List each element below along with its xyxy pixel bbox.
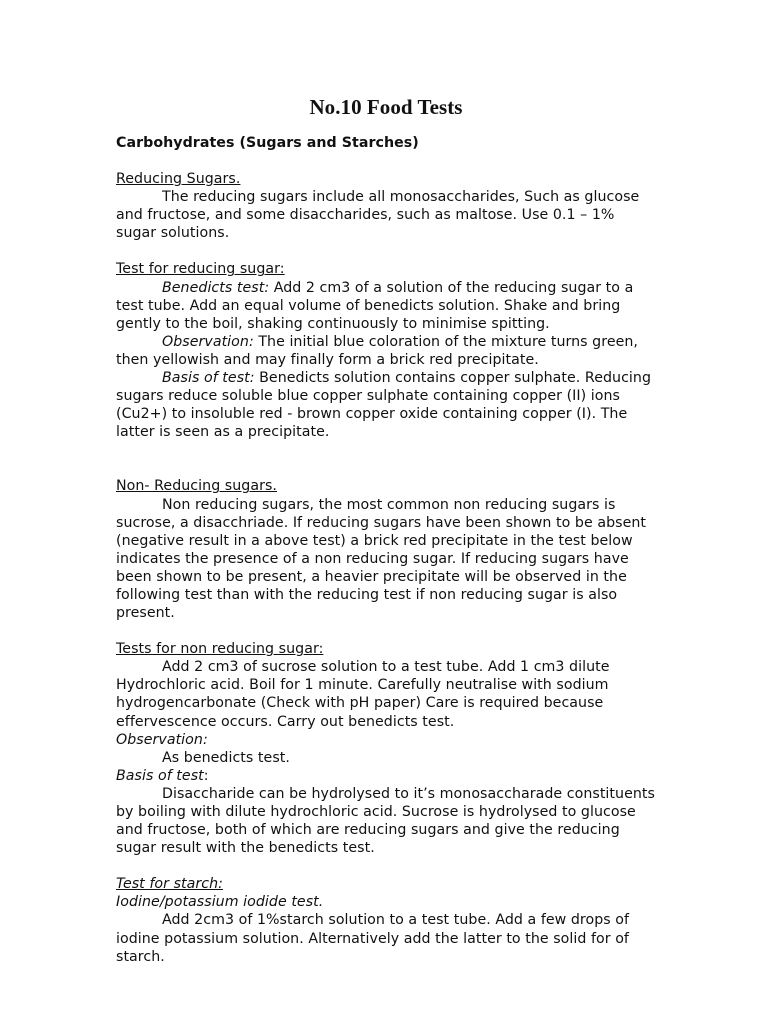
non-reducing-observation-text: As benedicts test.: [162, 749, 290, 766]
benedicts-test-paragraph: [116, 279, 656, 333]
observation-text: The initial blue coloration of the mixture turns green, then yellowish and may finally form a brick red precipitate.: [116, 333, 638, 368]
observation-label: Observation:: [162, 333, 254, 350]
benedicts-test-text: Add 2 cm3 of a solution of the reducing sugar to a test tube. Add an equal volume of benedicts solution. Shake and bring gently to the boil, shaking continuously to minimise spitting.: [116, 279, 634, 332]
non-reducing-paragraph: Non reducing sugars, the most common non reducing sugars is sucrose, a disacchriade. If reducing sugars have been shown to be absent (negative result in a above test) a brick red precipitate in the test below indicates the presence of a non reducing sugar. If reducing sugars have been shown to be present, a heavier precipitate will be observed in the following test than with the reducing test if non reducing sugar is also present.: [116, 496, 647, 622]
non-reducing-basis-line: [116, 767, 656, 785]
basis-label: Basis of test:: [162, 370, 255, 387]
starch-paragraph: Add 2cm3 of 1%starch solution to a test tube. Add a few drops of iodine potassium solution. Alternatively add the latter to the solid for of starch.: [116, 912, 630, 965]
non-reducing-heading: Non- Reducing sugars.: [116, 478, 277, 495]
non-reducing-basis-label: Basis of test: [116, 767, 204, 784]
document-body: [116, 94, 656, 966]
basis-text: Benedicts solution contains copper sulphate. Reducing sugars reduce soluble blue copper sulphate containing copper (II) ions (Cu2+) to insoluble red - brown copper oxide containing copper (I). The latter is seen as a precipitate.: [116, 370, 652, 441]
test-reducing-heading: Test for reducing sugar:: [116, 261, 285, 278]
spacer: [116, 152, 656, 170]
basis-paragraph: [116, 369, 656, 441]
spacer: [116, 857, 656, 875]
non-reducing-basis-text: Disaccharide can be hydrolysed to it’s monosaccharade constituents by boiling with dilute hydrochloric acid. Sucrose is hydrolysed to glucose and fructose, both of which are reducing sugars and give the reducing sugar result with the benedicts test.: [116, 785, 655, 857]
reducing-sugars-heading: Reducing Sugars.: [116, 171, 241, 188]
spacer: [116, 242, 656, 260]
page-title: No.10 Food Tests: [309, 95, 463, 119]
starch-heading: Test for starch:: [116, 876, 223, 893]
observation-paragraph: [116, 333, 656, 369]
spacer: [116, 622, 656, 640]
reducing-sugars-paragraph: The reducing sugars include all monosaccharides, Such as glucose and fructose, and some disaccharides, such as maltose. Use 0.1 – 1% sugar solutions.: [116, 189, 640, 242]
starch-subheading: Iodine/potassium iodide test.: [116, 894, 324, 911]
benedicts-test-label: Benedicts test:: [162, 279, 270, 296]
spacer: [116, 441, 656, 477]
section-heading: Carbohydrates (Sugars and Starches): [116, 135, 419, 151]
non-reducing-method-paragraph: Add 2 cm3 of sucrose solution to a test tube. Add 1 cm3 dilute Hydrochloric acid. Boil for 1 minute. Carefully neutralise with sodium hydrogencarbonate (Check with pH paper) Care is required because effervescence occurs. Carry out benedicts test.: [116, 659, 610, 730]
non-reducing-basis-colon: :: [203, 767, 209, 784]
test-non-reducing-heading: Tests for non reducing sugar:: [116, 641, 324, 658]
non-reducing-observation-label: Observation:: [116, 731, 208, 748]
